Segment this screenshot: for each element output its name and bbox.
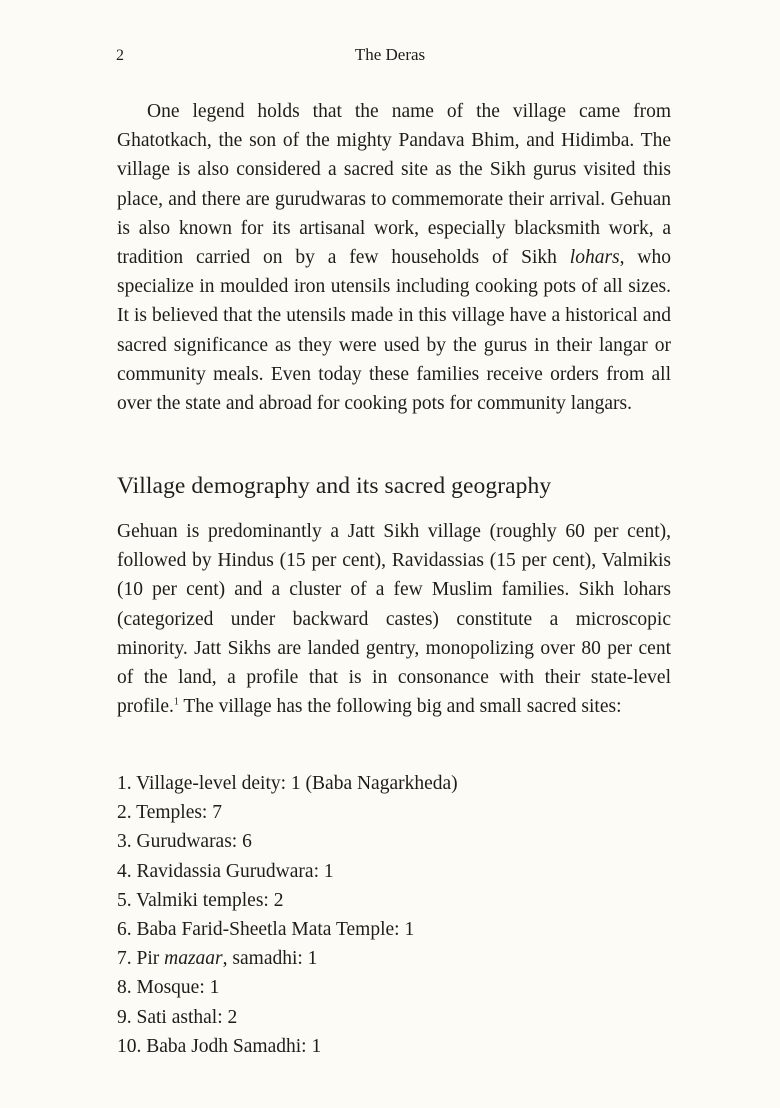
footnote-marker: 1 <box>173 696 179 708</box>
list-item: 1. Village-level deity: 1 (Baba Nagarkheda) <box>117 773 458 794</box>
section-heading: Village demography and its sacred geography <box>117 473 552 499</box>
paragraph-text: , who specialize in moulded iron utensils including cooking pots of all sizes. It is believed that the utensils made in this village have a historical and sacred significance as they were used by the gurus in their langar or community meals. Even today these families receive orders from all over the state and abroad for cooking pots for community langars. <box>117 247 671 415</box>
list-item: 4. Ravidassia Gurudwara: 1 <box>117 860 334 882</box>
sacred-sites-list <box>117 769 458 1061</box>
list-item: 8. Mosque: 1 <box>117 977 220 999</box>
list-item: 9. Sati asthal: 2 <box>117 1006 238 1028</box>
body-paragraph-legend <box>117 97 671 418</box>
list-item-text: , samadhi: 1 <box>222 948 318 970</box>
list-item <box>117 944 458 973</box>
list-item: 6. Baba Farid-Sheetla Mata Temple: 1 <box>117 919 415 941</box>
list-item-text: 7. Pir <box>117 948 165 970</box>
running-title: The Deras <box>354 45 426 64</box>
list-item: 2. Temples: 7 <box>117 802 222 824</box>
italic-term: mazaar <box>164 948 223 970</box>
paragraph-text: The village has the following big and small sacred sites: <box>178 696 622 718</box>
page-number: 2 <box>116 47 125 64</box>
italic-term: lohars <box>569 247 620 269</box>
body-paragraph-demography <box>117 517 671 721</box>
list-item: 3. Gurudwaras: 6 <box>117 831 252 853</box>
paragraph-text: Gehuan is predominantly a Jatt Sikh village (roughly 60 per cent), followed by Hindus (15 per cent), Ravidassias (15 per cent), Valmikis (10 per cent) and a cluster of a few Muslim families. Sikh lohars (categorized under backward castes) constitute a microscopic minority. Jatt Sikhs are landed gentry, monopolizing over 80 per cent of the land, a profile that is in consonance with their state-level profile. <box>117 521 671 718</box>
paragraph-text: One legend holds that the name of the village came from Ghatotkach, the son of the mighty Pandava Bhim, and Hidimba. The village is also considered a sacred site as the Sikh gurus visited this place, and there are gurudwaras to commemorate their arrival. Gehuan is also known for its artisanal work, especially blacksmith work, a tradition carried on by a few households of Sikh <box>117 101 671 269</box>
list-item: 5. Valmiki temples: 2 <box>117 889 284 911</box>
list-item: 10. Baba Jodh Samadhi: 1 <box>117 1035 322 1057</box>
